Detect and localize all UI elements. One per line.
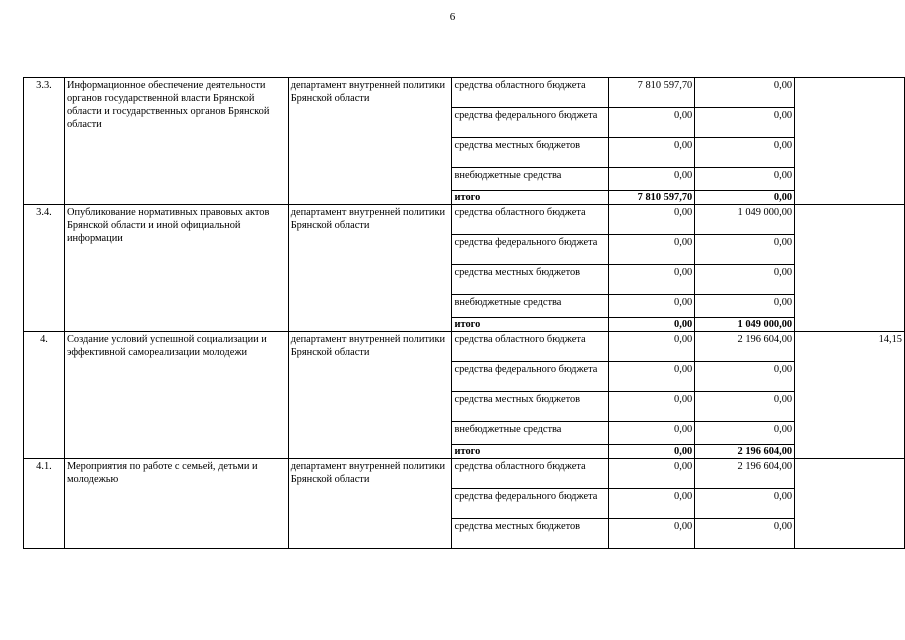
- section-extra-value: [795, 459, 905, 549]
- total-amount-1: 0,00: [609, 445, 695, 459]
- section-extra-value: [795, 78, 905, 205]
- section-name: Информационное обеспечение деятельности органов государственной власти Брянской области и государственных органов Брянской области: [64, 78, 288, 205]
- amount-2: 0,00: [695, 138, 795, 168]
- amount-1: 0,00: [609, 295, 695, 318]
- table-row: [24, 459, 905, 489]
- funding-source: средства федерального бюджета: [452, 362, 609, 392]
- funding-source: средства местных бюджетов: [452, 392, 609, 422]
- total-label: итого: [452, 191, 609, 205]
- total-label: итого: [452, 445, 609, 459]
- amount-2: 0,00: [695, 235, 795, 265]
- amount-1: 0,00: [609, 168, 695, 191]
- section-number: 4.1.: [24, 459, 65, 549]
- total-label: итого: [452, 318, 609, 332]
- amount-2: 0,00: [695, 78, 795, 108]
- table-row: [24, 205, 905, 235]
- amount-2: 2 196 604,00: [695, 459, 795, 489]
- amount-1: 0,00: [609, 138, 695, 168]
- section-name: Мероприятия по работе с семьей, детьми и молодежью: [64, 459, 288, 549]
- funding-source: внебюджетные средства: [452, 295, 609, 318]
- section-name: Создание условий успешной социализации и эффективной самореализации молодежи: [64, 332, 288, 459]
- page-number: 6: [449, 11, 456, 23]
- amount-1: 7 810 597,70: [609, 78, 695, 108]
- funding-source: средства федерального бюджета: [452, 235, 609, 265]
- budget-table: [23, 77, 905, 549]
- amount-1: 0,00: [609, 265, 695, 295]
- section-executor: департамент внутренней политики Брянской области: [288, 332, 452, 459]
- amount-1: 0,00: [609, 459, 695, 489]
- table-row: [24, 78, 905, 108]
- amount-1: 0,00: [609, 519, 695, 549]
- amount-2: 0,00: [695, 489, 795, 519]
- section-executor: департамент внутренней политики Брянской области: [288, 205, 452, 332]
- funding-source: средства областного бюджета: [452, 205, 609, 235]
- amount-1: 0,00: [609, 108, 695, 138]
- total-amount-2: 1 049 000,00: [695, 318, 795, 332]
- funding-source: средства местных бюджетов: [452, 519, 609, 549]
- funding-source: средства областного бюджета: [452, 78, 609, 108]
- total-amount-1: 0,00: [609, 318, 695, 332]
- amount-1: 0,00: [609, 392, 695, 422]
- amount-2: 0,00: [695, 362, 795, 392]
- amount-2: 0,00: [695, 519, 795, 549]
- amount-2: 0,00: [695, 265, 795, 295]
- total-amount-1: 7 810 597,70: [609, 191, 695, 205]
- amount-2: 0,00: [695, 392, 795, 422]
- amount-2: 2 196 604,00: [695, 332, 795, 362]
- funding-source: средства федерального бюджета: [452, 108, 609, 138]
- section-executor: департамент внутренней политики Брянской области: [288, 459, 452, 549]
- amount-2: 0,00: [695, 295, 795, 318]
- amount-1: 0,00: [609, 332, 695, 362]
- section-number: 3.4.: [24, 205, 65, 332]
- section-executor: департамент внутренней политики Брянской области: [288, 78, 452, 205]
- table-row: [24, 332, 905, 362]
- section-extra-value: [795, 205, 905, 332]
- amount-2: 0,00: [695, 108, 795, 138]
- section-extra-value: 14,15: [795, 332, 905, 459]
- amount-1: 0,00: [609, 422, 695, 445]
- section-number: 3.3.: [24, 78, 65, 205]
- total-amount-2: 2 196 604,00: [695, 445, 795, 459]
- amount-2: 0,00: [695, 168, 795, 191]
- amount-1: 0,00: [609, 489, 695, 519]
- total-amount-2: 0,00: [695, 191, 795, 205]
- section-name: Опубликование нормативных правовых актов Брянской области и иной официальной информации: [64, 205, 288, 332]
- funding-source: средства федерального бюджета: [452, 489, 609, 519]
- funding-source: внебюджетные средства: [452, 422, 609, 445]
- funding-source: средства местных бюджетов: [452, 265, 609, 295]
- amount-2: 1 049 000,00: [695, 205, 795, 235]
- section-number: 4.: [24, 332, 65, 459]
- funding-source: средства областного бюджета: [452, 459, 609, 489]
- amount-1: 0,00: [609, 205, 695, 235]
- funding-source: внебюджетные средства: [452, 168, 609, 191]
- funding-source: средства местных бюджетов: [452, 138, 609, 168]
- funding-source: средства областного бюджета: [452, 332, 609, 362]
- amount-1: 0,00: [609, 362, 695, 392]
- amount-1: 0,00: [609, 235, 695, 265]
- amount-2: 0,00: [695, 422, 795, 445]
